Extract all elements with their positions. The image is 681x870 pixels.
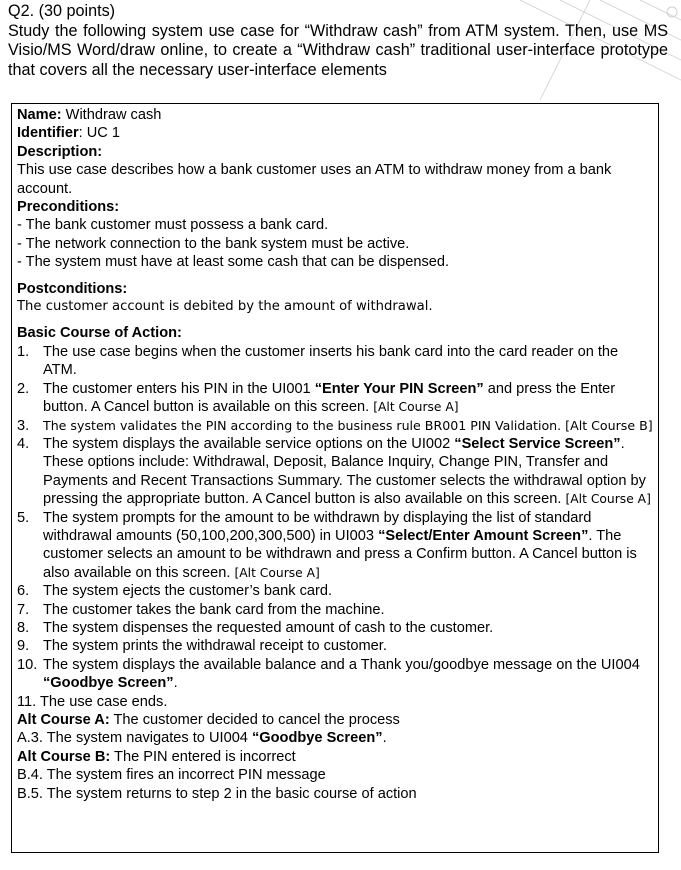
step-text: The use case ends. (40, 693, 168, 710)
alt-course-b: Alt Course B: The PIN entered is incorrect (17, 748, 296, 765)
step-number: 10. (17, 656, 38, 673)
alt-course-b-label: Alt Course B: (17, 748, 111, 765)
step-number: 8. (17, 619, 30, 636)
alt-course-ref: [Alt Course A] (234, 565, 320, 580)
step-number: 6. (17, 583, 30, 600)
step-number: 2. (17, 380, 30, 397)
step-item (17, 417, 653, 435)
step-item (17, 601, 653, 619)
step-text: The system prompts for the amount to be withdrawn by displaying the list of standard withdrawal amounts (50,100,200,300,500) in UI003 “Select/Enter Amount Screen”. The customer selects an amount to be withdrawn and press a Confirm button. A Cancel button is also available on this screen. [Alt Course A] (43, 509, 637, 581)
alt-course-ref: [Alt Course A] (373, 400, 459, 415)
step-number: 11. (17, 693, 37, 710)
use-case-name: Name: Withdraw cash (17, 107, 162, 123)
step-text: The customer enters his PIN in the UI001 “Enter Your PIN Screen” and press the Enter button. A Cancel button is available on this screen. [Alt Course A] (43, 380, 616, 416)
screen-name: “Enter Your PIN Screen” (314, 380, 484, 397)
step-item (17, 380, 653, 417)
step-text: The system ejects the customer’s bank card. (43, 583, 333, 600)
preconditions-list (17, 216, 653, 271)
alt-course-b-step: B.5. The system returns to step 2 in the basic course of action (17, 785, 417, 802)
step-item (17, 582, 653, 600)
step-item (17, 509, 653, 583)
step-text: The system dispenses the requested amount of cash to the customer. (43, 619, 494, 636)
question-instructions: Study the following system use case for “Withdraw cash” from ATM system. Then, use MS Visio/MS Word/draw online, to create a “Withdraw cash” traditional user-interface prototype that covers all the necessary user-interface elements (8, 21, 668, 79)
step-text: The use case begins when the customer inserts his bank card into the card reader on the ATM. (43, 343, 619, 379)
step-number: 3. (17, 417, 30, 434)
description-heading: Description: (17, 143, 103, 160)
step-text: The system prints the withdrawal receipt to customer. (43, 638, 387, 655)
step-item (17, 619, 653, 637)
step-item (17, 656, 653, 693)
step-number: 9. (17, 638, 30, 655)
description-text: This use case describes how a bank customer uses an ATM to withdraw money from a bank account. (17, 162, 612, 197)
basic-course-heading: Basic Course of Action: (17, 325, 182, 342)
postconditions-heading: Postconditions: (17, 280, 128, 297)
alt-course-ref: [Alt Course A] (565, 492, 651, 507)
step-text: The system displays the available balance and a Thank you/goodbye message on the UI004 “Goodbye Screen”. (43, 656, 640, 692)
question-header: Q2. (30 points) (8, 2, 116, 20)
screen-name: “Select Service Screen” (454, 435, 621, 452)
alt-course-b-step: B.4. The system fires an incorrect PIN message (17, 767, 326, 784)
postconditions-text: The customer account is debited by the amount of withdrawal. (17, 299, 433, 315)
screen-name: “Goodbye Screen” (43, 675, 174, 692)
screen-name: “Select/Enter Amount Screen” (378, 527, 589, 544)
step-number: 5. (17, 509, 30, 526)
step-number: 1. (17, 343, 30, 360)
alt-course-a: Alt Course A: The customer decided to cancel the process (17, 712, 400, 728)
precondition-item: - The system must have at least some cash that can be dispensed. (17, 254, 450, 271)
step-item (17, 693, 653, 711)
basic-course-steps (17, 343, 653, 711)
step-number: 7. (17, 601, 30, 618)
step-text: The system displays the available service options on the UI002 “Select Service Screen”. These options include: Withdrawal, Deposit, Balance Inquiry, Change PIN, Transfer and Payments and Recent Transactions Summary. The customer selects the withdrawal option by pressing the appropriate button. A Cancel button is also available on this screen. [Alt Course A] (43, 435, 651, 508)
step-item (17, 435, 653, 509)
screen-name: “Goodbye Screen” (251, 730, 383, 747)
alt-course-a-step: A.3. The system navigates to UI004 “Goodbye Screen”. (17, 730, 387, 747)
use-case-identifier: Identifier: UC 1 (17, 125, 120, 142)
preconditions-heading: Preconditions: (17, 199, 120, 216)
step-item (17, 637, 653, 655)
step-item (17, 343, 653, 380)
use-case-box (11, 103, 659, 853)
question-block (8, 2, 668, 80)
step-text: The customer takes the bank card from the machine. (43, 601, 385, 618)
precondition-item: - The bank customer must possess a bank card. (17, 217, 329, 234)
precondition-item: - The network connection to the bank system must be active. (17, 235, 410, 252)
alt-course-a-label: Alt Course A: (17, 712, 110, 728)
step-text: The system validates the PIN according to the business rule BR001 PIN Validation. [Alt Course B] (43, 417, 653, 433)
step-number: 4. (17, 435, 30, 452)
